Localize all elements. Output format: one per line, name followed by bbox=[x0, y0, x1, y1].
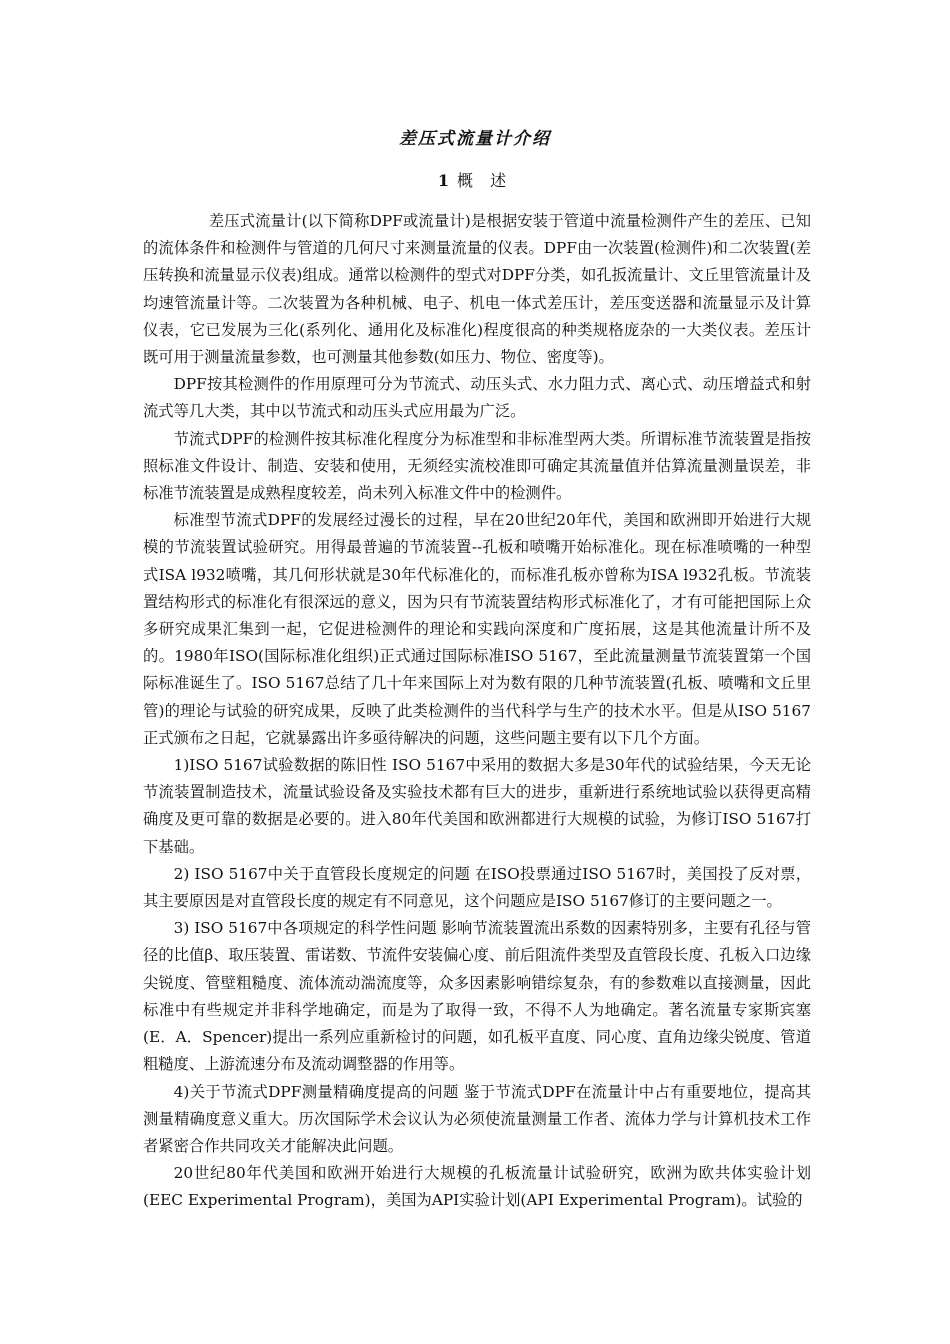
document-title: 差压式流量计介绍 bbox=[399, 129, 551, 149]
section-label: 概 述 bbox=[457, 171, 513, 190]
paragraph: 20世纪80年代美国和欧洲开始进行大规模的孔板流量计试验研究，欧洲为欧共体实验计划(EEC Experimental Program)，美国为API实验计划(API Experimental Program)。试验的 bbox=[143, 1164, 811, 1210]
paragraph: 差压式流量计(以下简称DPF或流量计)是根据安装于管道中流量检测件产生的差压、已知的流体条件和检测件与管道的几何尺寸来测量流量的仪表。DPF由一次装置(检测件)和二次装置(差压转换和流量显示仪表)组成。通常以检测件的型式对DPF分类，如孔扳流量计、文丘里管流量计及均速管流量计等。二次装置为各种机械、电子、机电一体式差压计，差压变送器和流量显示及计算仪表，它已发展为三化(系列化、通用化及标准化)程度很高的种类规格庞杂的一大类仪表。差压计既可用于测量流量参数，也可测量其他参数(如压力、物位、密度等)。 bbox=[143, 212, 811, 367]
paragraph: 2) ISO 5167中关于直管段长度规定的问题 在ISO投票通过ISO 5167时，美国投了反对票，其主要原因是对直管段长度的规定有不同意见，这个问题应是ISO 5167修订的主要问题之一。 bbox=[143, 864, 811, 911]
paragraph: 1)ISO 5167试验数据的陈旧性 ISO 5167中采用的数据大多是30年代的试验结果，今天无论节流装置制造技术，流量试验设备及实验技术都有巨大的进步，重新进行系统地试验以获得更高精确度及更可靠的数据是必要的。进入80年代美国和欧洲都进行大规模的试验，为修订ISO 5167打下基础。 bbox=[143, 756, 811, 856]
paragraph: 标准型节流式DPF的发展经过漫长的过程，早在20世纪20年代，美国和欧洲即开始进行大规模的节流装置试验研究。用得最普遍的节流装置--孔板和喷嘴开始标准化。现在标准喷嘴的一种型式ISA l932喷嘴，其几何形状就是30年代标准化的，而标准孔板亦曾称为ISA l932孔板。节流装置结构形式的标准化有很深远的意义，因为只有节流装置结构形式标准化了，才有可能把国际上众多研究成果汇集到一起，它促进检测件的理论和实践向深度和广度拓展，这是其他流量计所不及的。1980年ISO(国际标准化组织)正式通过国际标准ISO 5167，至此流量测量节流装置第一个国际标准诞生了。ISO 5167总结了几十年来国际上对为数有限的几种节流装置(孔板、喷嘴和文丘里管)的理论与试验的研究成果，反映了此类检测件的当代科学与生产的技术水平。但是从ISO 5167正式颁布之日起，它就暴露出许多亟待解决的问题，这些问题主要有以下几个方面。 bbox=[143, 511, 811, 747]
paragraph: 3) ISO 5167中各项规定的科学性问题 影响节流装置流出系数的因素特别多，主要有孔径与管径的比值β、取压装置、雷诺数、节流件安装偏心度、前后阻流件类型及直管段长度、孔板入口边缘尖锐度、管壁粗糙度、流体流动湍流度等，众多因素影响错综复杂，有的参数难以直接测量，因此标准中有些规定并非科学地确定，而是为了取得一致，不得不人为地确定。著名流量专家斯宾塞(E．A．Spencer)提出一系列应重新检讨的问题，如孔板平直度、同心度、直角边缘尖锐度、管道粗糙度、上游流速分布及流动调整器的作用等。 bbox=[143, 919, 811, 1074]
section-heading bbox=[0, 168, 950, 191]
paragraph: 节流式DPF的检测件按其标准化程度分为标准型和非标准型两大类。所谓标准节流装置是指按照标准文件设计、制造、安装和使用，无须经实流校准即可确定其流量值并估算流量测量误差，非标准节流装置是成熟程度较差，尚未列入标准文件中的检测件。 bbox=[143, 429, 811, 503]
paragraph: 4)关于节流式DPF测量精确度提高的问题 鉴于节流式DPF在流量计中占有重要地位，提高其测量精确度意义重大。历次国际学术会议认为必须使流量测量工作者、流体力学与计算机技术工作者紧密合作共同攻关才能解决此问题。 bbox=[143, 1082, 811, 1155]
paragraph: DPF按其检测件的作用原理可分为节流式、动压头式、水力阻力式、离心式、动压增益式和射流式等几大类，其中以节流式和动压头式应用最为广泛。 bbox=[143, 375, 811, 421]
section-number: 1 bbox=[437, 171, 450, 190]
body-text bbox=[143, 208, 811, 1215]
